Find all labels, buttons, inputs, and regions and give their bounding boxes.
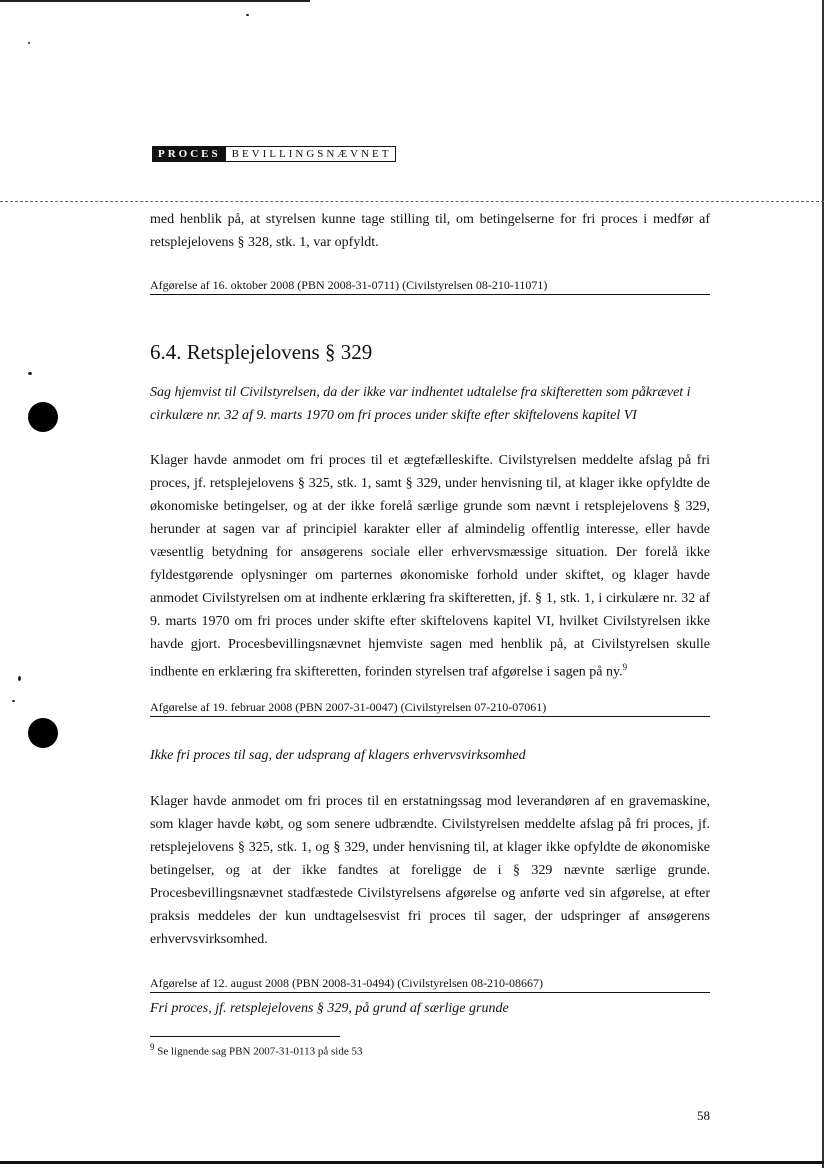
footnote-ref: 9 — [622, 662, 628, 672]
footnote — [150, 1042, 362, 1058]
scan-speck — [28, 42, 30, 44]
header-proces: PROCES — [152, 146, 225, 162]
section-heading: 6.4. Retsplejelovens § 329 — [150, 340, 373, 364]
scan-speck — [12, 700, 15, 702]
scan-speck — [18, 676, 21, 681]
case-1-title: Sag hjemvist til Civilstyrelsen, da der ikke var indhentet udtalelse fra skifteretten som påkrævet i cirkulære nr. 32 af 9. marts 1970 om fri proces under skifte efter skiftelovens kapitel VI — [150, 385, 691, 423]
case-2-title: Ikke fri proces til sag, der udsprang af klagers erhvervsvirksomhed — [150, 748, 526, 763]
page-header-logo — [152, 146, 396, 162]
case-1-body — [150, 449, 710, 684]
case-2-body: Klager havde anmodet om fri proces til en erstatningssag mod leverandøren af en gravemaskine, som klager havde købt, og som senere udbrændte. Civilstyrelsen meddelte afslag på fri proces, jf. retsplejelovens § 325, stk. 1, og § 329, under henvisning til, at klager ikke opfyldte de økonomiske betingelser, og at der ikke fandtes at foreligge de i § 329 nævnte særlige grunde. Procesbevillingsnævnet stadfæstede Civilstyrelsens afgørelse og anførte ved sin afgørelse, at efter praksis meddeles der kun undtagelsesvist fri proces til sager, der udspringer af ansøgerens erhvervsvirksomhed. — [150, 794, 710, 947]
footnote-text: Se lignende sag PBN 2007-31-0113 på side 53 — [157, 1045, 363, 1058]
scan-speck — [246, 14, 249, 16]
page-number: 58 — [697, 1108, 710, 1123]
ruling-reference-2: Afgørelse af 19. februar 2008 (PBN 2007-31-0047) (Civilstyrelsen 07-210-07061) — [150, 698, 710, 717]
punch-hole — [28, 402, 58, 432]
footnote-rule — [150, 1036, 340, 1037]
scan-edge-top — [0, 0, 310, 2]
continued-paragraph: med henblik på, at styrelsen kunne tage stilling til, om betingelserne for fri proces i medfør af retsplejelovens § 328, stk. 1, var opfyldt. — [150, 212, 710, 250]
separator-line — [0, 201, 824, 202]
punch-hole — [28, 718, 58, 748]
header-bevillingsnaevnet: BEVILLINGSNÆVNET — [225, 146, 397, 162]
case-3-title: Fri proces, jf. retsplejelovens § 329, på grund af særlige grunde — [150, 1001, 509, 1016]
scan-edge-bottom — [0, 1161, 824, 1164]
case-1-body-text: Klager havde anmodet om fri proces til et ægtefælleskifte. Civilstyrelsen meddelte afslag på fri proces, jf. retsplejelovens § 325, stk. 1, samt § 329, under henvisning til, at klager ikke opfyldte de økonomiske betingelser, og at der ikke forelå særlige grunde som nævnt i retsplejelovens § 329, herunder at sagen var af principiel karakter eller af almindelig offentlig interesse, eller havde væsentlig betydning for ansøgerens sociale eller erhvervsmæssige situation. Der forelå ikke fyldestgørende oplysninger om parternes økonomiske forhold under skiftet, og klager havde anmodet Civilstyrelsen om at indhente erklæring fra skifteretten, jf. § 1, stk. 1, i cirkulære nr. 32 af 9. marts 1970 om fri proces under skifte efter skiftelovens kapitel VI, hvilket Civilstyrelsen ikke havde gjort. Procesbevillingsnævnet hjemviste sagen med henblik på, at Civilstyrelsen skulle indhente en erklæring fra skifteretten, forinden styrelsen traf afgørelse i sagen på ny. — [150, 453, 710, 680]
ruling-reference-3: Afgørelse af 12. august 2008 (PBN 2008-31-0494) (Civilstyrelsen 08-210-08667) — [150, 974, 710, 993]
scan-speck — [28, 372, 32, 375]
ruling-reference-1: Afgørelse af 16. oktober 2008 (PBN 2008-31-0711) (Civilstyrelsen 08-210-11071) — [150, 276, 710, 295]
footnote-number: 9 — [150, 1042, 155, 1052]
